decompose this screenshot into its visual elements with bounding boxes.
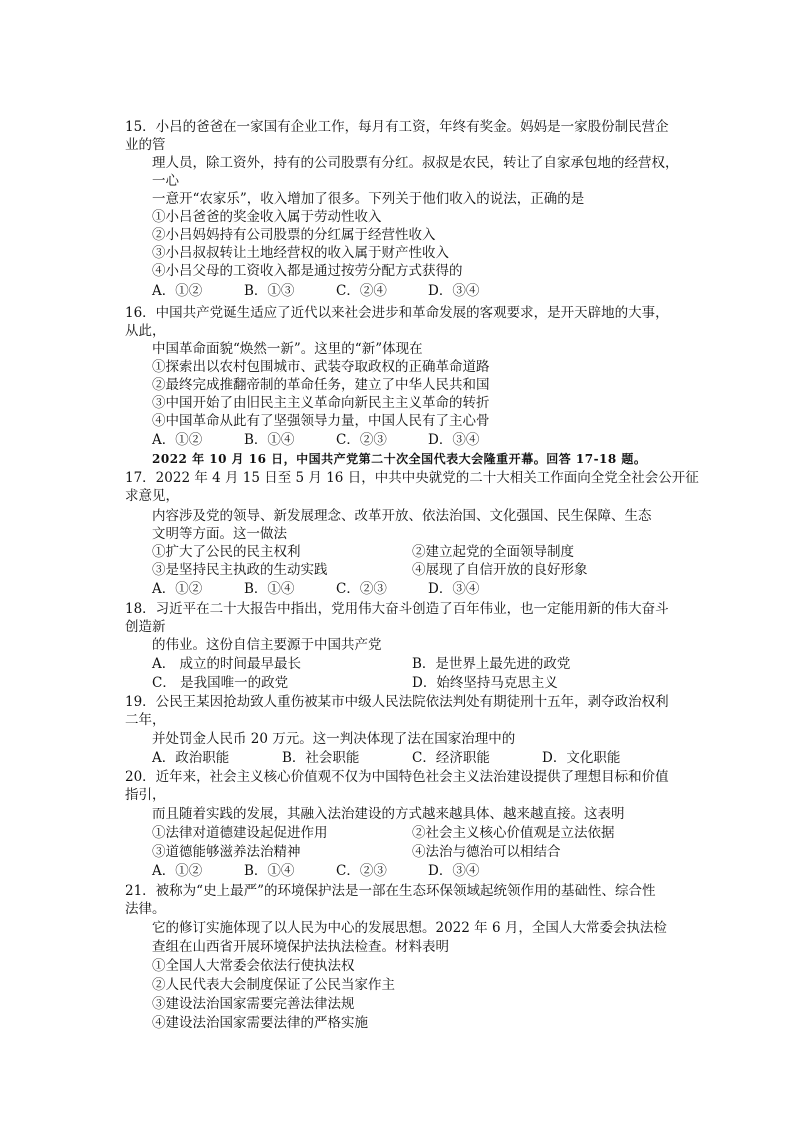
q16-statement-1: ①探索出以农村包围城市、武装夺取政权的正确革命道路 xyxy=(152,359,490,375)
q20-statement-3: ③道德能够滋养法治精神 xyxy=(152,844,301,860)
q17-option-c: C．②③ xyxy=(336,581,387,597)
q16-statement-4: ④中国革命从此有了坚强领导力量，中国人民有了主心骨 xyxy=(152,413,490,429)
q18-option-b: B．是世界上最先进的政党 xyxy=(412,656,571,672)
q19-stem-line2: 二年， xyxy=(125,712,166,728)
q20-stem-line2: 指引， xyxy=(125,787,166,803)
q15-statement-2: ②小吕妈妈持有公司股票的分红属于经营性收入 xyxy=(152,227,436,243)
q19-options xyxy=(152,749,672,767)
q19-option-c: C．经济职能 xyxy=(412,750,490,766)
q21-stem-line4: 查组在山西省开展环境保护法执法检查。材料表明 xyxy=(152,939,449,955)
q20-stem-line1: 20．近年来，社会主义核心价值观不仅为中国特色社会主义法治建设提供了理想目标和价值 xyxy=(125,769,669,785)
q17-stem-line2: 求意见， xyxy=(125,488,179,504)
q19-option-b: B．社会职能 xyxy=(282,750,360,766)
q21-stem-line1: 21．被称为“史上最严”的环境保护法是一部在生态环保领域起统领作用的基础性、综合性 xyxy=(125,883,656,899)
q17-statement-2: ②建立起党的全面领导制度 xyxy=(412,544,574,560)
q17-stem-line1: 17．2022 年 4 月 15 日至 5 月 16 日，中共中央就党的二十大相关工作面向全党全社会公开征 xyxy=(125,470,699,486)
q15-stem-line2: 业的管 xyxy=(125,137,166,153)
q17-statement-1: ①扩大了公民的民主权利 xyxy=(152,544,301,560)
q17-statement-3: ③是坚持民主执政的生动实践 xyxy=(152,562,328,578)
q17-option-a: A．①② xyxy=(152,581,203,597)
q17-option-d: D．③④ xyxy=(428,581,480,597)
q18-option-d: D．始终坚持马克思主义 xyxy=(412,675,558,691)
section-note: 2022 年 10 月 16 日，中国共产党第二十次全国代表大会隆重开幕。回答 17-18 题。 xyxy=(152,452,647,466)
q20-statement-2: ②社会主义核心价值观是立法依据 xyxy=(412,825,615,841)
q20-options xyxy=(152,862,520,880)
q15-statement-1: ①小吕爸爸的奖金收入属于劳动性收入 xyxy=(152,209,382,225)
q20-option-c: C．②③ xyxy=(336,863,387,879)
q20-stem-line3: 而且随着实践的发展，其融入法治建设的方式越来越具体、越来越直接。这表明 xyxy=(152,806,625,822)
q20-option-b: B．①④ xyxy=(244,863,295,879)
q18-stem-line2: 创造新 xyxy=(125,619,166,635)
q15-statement-3: ③小吕叔叔转让土地经营权的收入属于财产性收入 xyxy=(152,245,449,261)
q17-stem-line3: 内容涉及党的领导、新发展理念、改革开放、依法治国、文化强国、民生保障、生态 xyxy=(152,508,652,524)
q17-stem-line4: 文明等方面。这一做法 xyxy=(152,526,287,542)
q17-options xyxy=(152,580,520,598)
q21-statement-4: ④建设法治国家需要法律的严格实施 xyxy=(152,1015,368,1031)
q16-stem-line3: 中国革命面貌“焕然一新”。这里的“新”体现在 xyxy=(152,341,423,357)
q15-stem-line5: 一意开“农家乐”，收入增加了很多。下列关于他们收入的说法，正确的是 xyxy=(152,191,585,207)
q18-stem-line1: 18．习近平在二十大报告中指出，党用伟大奋斗创造了百年伟业，也一定能用新的伟大奋斗 xyxy=(125,601,669,617)
q15-option-b: B．①③ xyxy=(244,283,295,299)
q16-statement-2: ②最终完成推翻帝制的革命任务，建立了中华人民共和国 xyxy=(152,377,490,393)
q16-option-a: A．①② xyxy=(152,432,203,448)
q15-option-c: C．②④ xyxy=(336,283,387,299)
q16-option-b: B．①④ xyxy=(244,432,295,448)
q19-option-a: A．政治职能 xyxy=(152,750,230,766)
q16-statement-3: ③中国开始了由旧民主主义革命向新民主主义革命的转折 xyxy=(152,395,490,411)
q19-stem-line3: 并处罚金人民币 20 万元。这一判决体现了法在国家治理中的 xyxy=(152,731,516,747)
q20-option-d: D．③④ xyxy=(428,863,480,879)
q17-option-b: B．①④ xyxy=(244,581,295,597)
q15-options xyxy=(152,282,520,300)
q15-stem-line3: 理人员，除工资外，持有的公司股票有分红。叔叔是农民，转让了自家承包地的经营权， xyxy=(152,155,679,171)
q21-statement-2: ②人民代表大会制度保证了公民当家作主 xyxy=(152,977,395,993)
q16-options xyxy=(152,431,520,449)
q20-statement-4: ④法治与德治可以相结合 xyxy=(412,844,561,860)
q21-statement-3: ③建设法治国家需要完善法律法规 xyxy=(152,996,355,1012)
q16-stem-line1: 16．中国共产党诞生适应了近代以来社会进步和革命发展的客观要求，是开天辟地的大事， xyxy=(125,305,669,321)
q19-stem-line1: 19．公民王某因抢劫致人重伤被某市中级人民法院依法判处有期徒刑十五年，剥夺政治权利 xyxy=(125,694,669,710)
q16-stem-line2: 从此， xyxy=(125,323,166,339)
q15-option-a: A．①② xyxy=(152,283,203,299)
q21-stem-line3: 它的修订实施体现了以人民为中心的发展思想。2022 年 6 月，全国人大常委会执法检 xyxy=(152,920,667,936)
q18-option-a: A． 成立的时间最早最长 xyxy=(152,656,302,672)
q16-option-d: D．③④ xyxy=(428,432,480,448)
q15-statement-4: ④小吕父母的工资收入都是通过按劳分配方式获得的 xyxy=(152,263,463,279)
q15-option-d: D．③④ xyxy=(428,283,480,299)
q19-option-d: D．文化职能 xyxy=(542,750,621,766)
q15-stem-line4: 一心 xyxy=(152,173,179,189)
q20-statement-1: ①法律对道德建设起促进作用 xyxy=(152,825,328,841)
q17-statement-4: ④展现了自信开放的良好形象 xyxy=(412,562,588,578)
q21-stem-line2: 法律。 xyxy=(125,901,166,917)
q20-option-a: A．①② xyxy=(152,863,203,879)
q21-statement-1: ①全国人大常委会依法行使执法权 xyxy=(152,958,355,974)
q18-stem-line3: 的伟业。这份自信主要源于中国共产党 xyxy=(152,637,382,653)
q16-option-c: C．②③ xyxy=(336,432,387,448)
q18-option-c: C． 是我国唯一的政党 xyxy=(152,675,289,691)
q15-stem-line1: 15．小吕的爸爸在一家国有企业工作，每月有工资，年终有奖金。妈妈是一家股份制民营企 xyxy=(125,119,669,135)
